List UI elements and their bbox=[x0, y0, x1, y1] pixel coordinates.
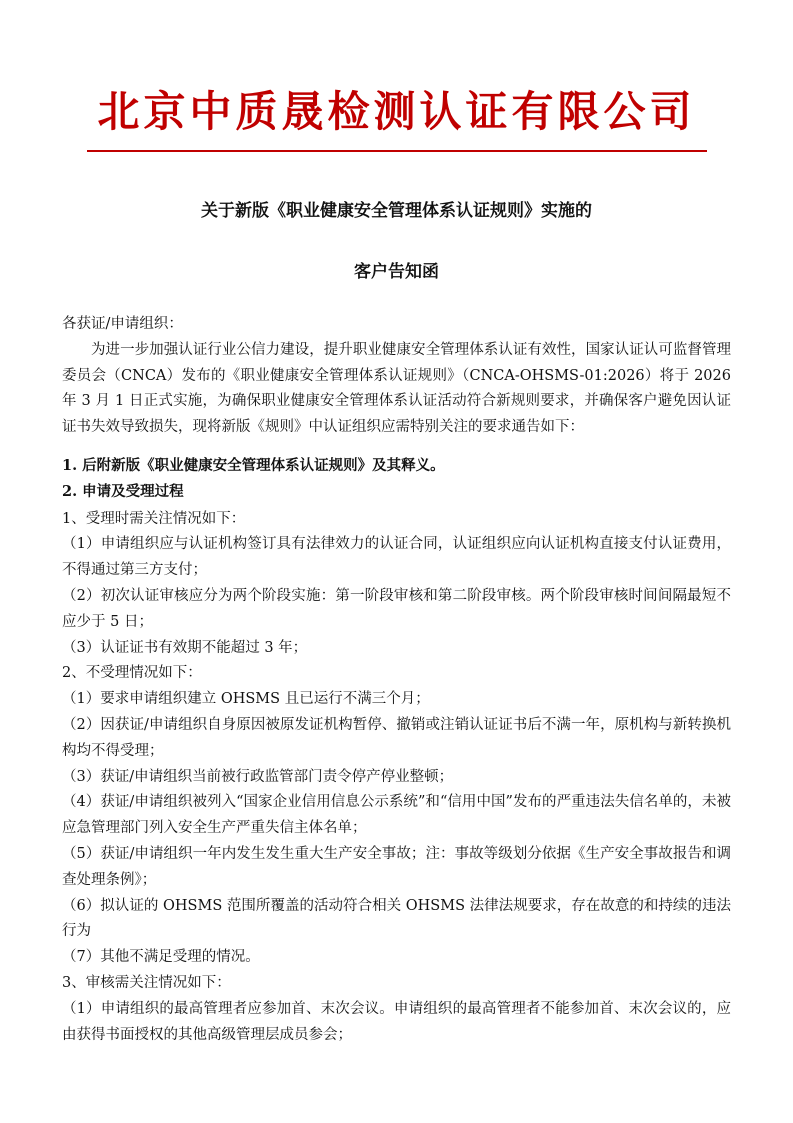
document-title: 关于新版《职业健康安全管理体系认证规则》实施的 bbox=[201, 201, 592, 222]
list-item: 3、审核需关注情况如下： bbox=[62, 974, 231, 991]
list-item: 2、不受理情况如下： bbox=[62, 665, 202, 682]
list-item: （1）申请组织应与认证机构签订具有法律效力的认证合同，认证组织应向认证机构直接支付认证费用，不得通过第三方支付； bbox=[62, 536, 731, 579]
list-item: （1）申请组织的最高管理者应参加首、末次会议。申请组织的最高管理者不能参加首、末次会议的，应由获得书面授权的其他高级管理层成员参会； bbox=[62, 1000, 731, 1043]
list-item: （3）获证/申请组织当前被行政监管部门责令停产停业整顿； bbox=[62, 768, 454, 785]
document-body bbox=[0, 198, 793, 1048]
document-subtitle: 客户告知函 bbox=[354, 262, 439, 283]
section-2-heading: 2. 申请及受理过程 bbox=[62, 482, 184, 500]
spacer bbox=[62, 441, 731, 453]
list-item: （2）初次认证审核应分为两个阶段实施：第一阶段审核和第二阶段审核。两个阶段审核时间间隔最短不应少于 5 日； bbox=[62, 588, 731, 630]
intro-paragraph: 为进一步加强认证行业公信力建设，提升职业健康安全管理体系认证有效性，国家认证认可监督管理委员会（CNCA）发布的《职业健康安全管理体系认证规则》（CNCA-OHSMS-01:2026）将于 2026 年 3 月 1 日正式实施，为确保职业健康安全管理体系认证活动符合新规则要求，并确保客户避免因认证证书失效导致损失，现将新版《规则》中认证组织应需特别关注的要求通告如下： bbox=[62, 341, 731, 436]
list-item: 1、受理时需关注情况如下： bbox=[62, 510, 246, 527]
list-item: （1）要求申请组织建立 OHSMS 且已运行不满三个月； bbox=[62, 691, 430, 708]
section-2-list bbox=[62, 507, 731, 1049]
list-item: （6）拟认证的 OHSMS 范围所覆盖的活动符合相关 OHSMS 法律法规要求，存在故意的和持续的违法行为 bbox=[62, 897, 731, 940]
letterhead-divider bbox=[87, 150, 707, 152]
list-item: （5）获证/申请组织一年内发生发生重大生产安全事故；注：事故等级划分依据《生产安全事故报告和调查处理条例》； bbox=[62, 846, 731, 888]
letterhead bbox=[0, 0, 793, 152]
salutation: 各获证/申请组织： bbox=[62, 316, 183, 333]
list-item: （2）因获证/申请组织自身原因被原发证机构暂停、撤销或注销认证证书后不满一年，原机构与新转换机构均不得受理； bbox=[62, 717, 731, 759]
section-1-heading: 1. 后附新版《职业健康安全管理体系认证规则》及其释义。 bbox=[62, 457, 445, 475]
list-item: （3）认证证书有效期不能超过 3 年； bbox=[62, 639, 308, 656]
list-item: （4）获证/申请组织被列入“国家企业信用信息公示系统”和“信用中国”发布的严重违法失信名单的，未被应急管理部门列入安全生产严重失信主体名单； bbox=[62, 794, 731, 837]
company-name: 北京中质晟检测认证有限公司 bbox=[97, 87, 696, 136]
list-item: （7）其他不满足受理的情况。 bbox=[62, 949, 260, 966]
